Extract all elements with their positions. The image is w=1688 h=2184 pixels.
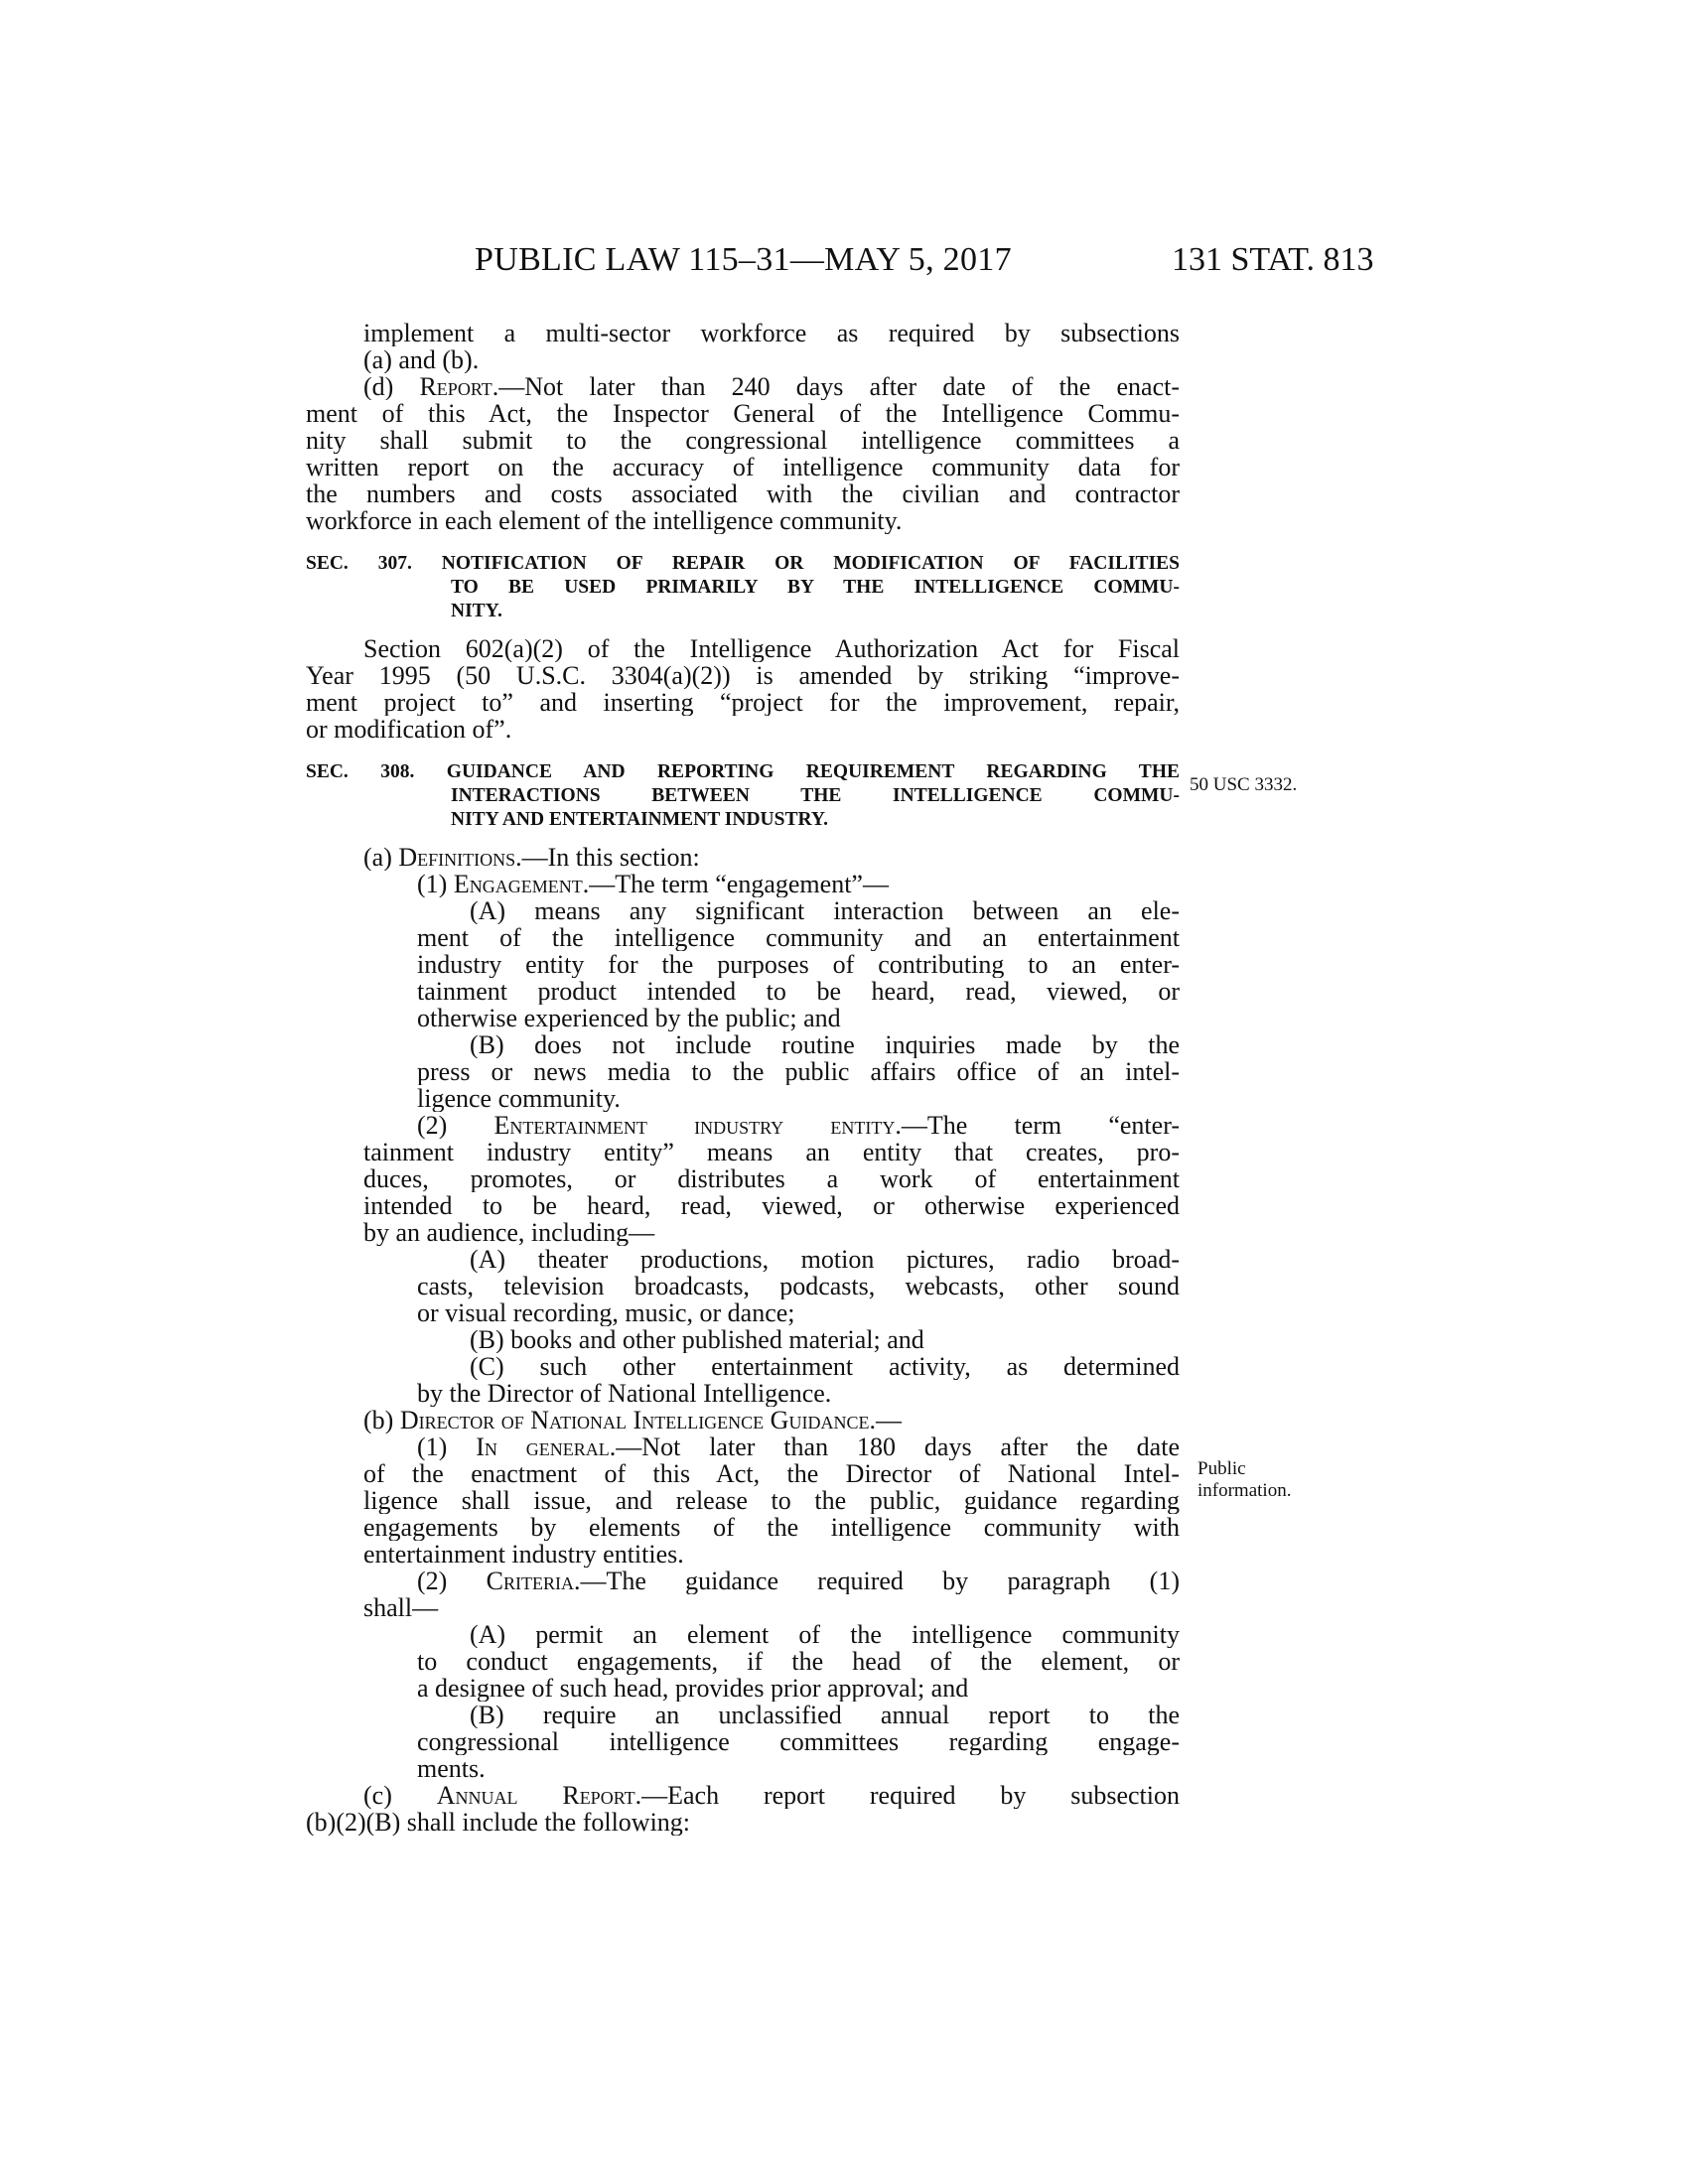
section-307-heading: SEC. 307. NOTIFICATION OF REPAIR OR MODIFICATION OF FACILITIES TO BE USED PRIMARILY BY THE INTELLIGENCE COMMU- NITY. xyxy=(306,553,1180,621)
text-line: engagements by elements of the intelligence community with xyxy=(363,1514,1180,1541)
text-line: (B) books and other published material; and xyxy=(470,1326,924,1353)
text-line: the numbers and costs associated with the civilian and contractor xyxy=(306,480,1180,507)
text-line: tainment industry entity” means an entity that creates, pro- xyxy=(363,1139,1180,1165)
text-line: (A) permit an element of the intelligence community xyxy=(470,1621,1180,1648)
margin-note-public: Public xyxy=(1197,1458,1246,1479)
text-line: ligence shall issue, and release to the public, guidance regarding xyxy=(363,1487,1180,1514)
text-line: tainment product intended to be heard, read, viewed, or xyxy=(417,978,1180,1005)
text-line: by an audience, including— xyxy=(363,1219,655,1246)
paragraph-1-engagement: (1) Engagement.—The term “engagement”— xyxy=(417,871,889,897)
text-line: (b)(2)(B) shall include the following: xyxy=(306,1809,691,1836)
text-line: (a) and (b). xyxy=(363,346,480,373)
text-line: Year 1995 (50 U.S.C. 3304(a)(2)) is amended by striking “improve- xyxy=(306,662,1180,689)
text-line: by the Director of National Intelligence. xyxy=(417,1380,832,1407)
text-line: (B) require an unclassified annual report to the xyxy=(470,1702,1180,1728)
text-line: workforce in each element of the intelligence community. xyxy=(306,507,903,534)
text-line: of the enactment of this Act, the Director of National Intel- xyxy=(363,1460,1180,1487)
section-308-heading: SEC. 308. GUIDANCE AND REPORTING REQUIREMENT REGARDING THE INTERACTIONS BETWEEN THE INTELLIGENCE COMMU- NITY AND ENTERTAINMENT INDUSTRY. xyxy=(306,761,1180,830)
subsection-a-definitions: (a) Definitions.—In this section: xyxy=(363,844,700,871)
subsection-d-report: (d) Report.—Not later than 240 days after date of the enact- xyxy=(363,373,1180,400)
text-line: ligence community. xyxy=(417,1085,621,1112)
text-line: implement a multi-sector workforce as required by subsections xyxy=(363,320,1180,346)
text-line: otherwise experienced by the public; and xyxy=(417,1005,841,1031)
text-line: shall— xyxy=(363,1594,439,1621)
margin-note-information: information. xyxy=(1197,1480,1292,1501)
text-line: (C) such other entertainment activity, as determined xyxy=(470,1353,1180,1380)
text-line: written report on the accuracy of intelligence community data for xyxy=(306,454,1180,480)
text-line: to conduct engagements, if the head of the element, or xyxy=(417,1648,1180,1675)
subsection-c-annual-report: (c) Annual Report.—Each report required by subsection xyxy=(363,1782,1180,1809)
paragraph-2-criteria: (2) Criteria.—The guidance required by paragraph (1) xyxy=(417,1568,1180,1594)
text-line: casts, television broadcasts, podcasts, webcasts, other sound xyxy=(417,1273,1180,1299)
text-line: press or news media to the public affairs office of an intel- xyxy=(417,1058,1180,1085)
text-line: industry entity for the purposes of contributing to an enter- xyxy=(417,951,1180,978)
text-line: intended to be heard, read, viewed, or otherwise experienced xyxy=(363,1192,1180,1219)
running-header-title: PUBLIC LAW 115–31—MAY 5, 2017 xyxy=(475,241,1012,278)
text-line: entertainment industry entities. xyxy=(363,1541,684,1568)
paragraph-2-entertainment-industry-entity: (2) Entertainment industry entity.—The term “enter- xyxy=(417,1112,1180,1139)
text-line: ment of this Act, the Inspector General of the Intelligence Commu- xyxy=(306,400,1180,427)
text-line: Section 602(a)(2) of the Intelligence Authorization Act for Fiscal xyxy=(363,635,1180,662)
text-line: (A) means any significant interaction between an ele- xyxy=(470,897,1180,924)
subsection-b-dni-guidance: (b) Director of National Intelligence Guidance.— xyxy=(363,1407,902,1433)
body-text xyxy=(306,320,1180,1836)
margin-note-usc-citation: 50 USC 3332. xyxy=(1190,774,1298,795)
text-line: nity shall submit to the congressional intelligence committees a xyxy=(306,427,1180,454)
text-line: congressional intelligence committees regarding engage- xyxy=(417,1728,1180,1755)
text-line: ments. xyxy=(417,1755,486,1782)
text-line: duces, promotes, or distributes a work of entertainment xyxy=(363,1165,1180,1192)
paragraph-1-in-general: (1) In general.—Not later than 180 days after the date xyxy=(417,1433,1180,1460)
text-line: ment project to” and inserting “project for the improvement, repair, xyxy=(306,689,1180,716)
text-line: ment of the intelligence community and an entertainment xyxy=(417,924,1180,951)
statute-page-number: 131 STAT. 813 xyxy=(1172,241,1374,278)
text-line: a designee of such head, provides prior approval; and xyxy=(417,1675,969,1702)
text-line: (B) does not include routine inquiries made by the xyxy=(470,1031,1180,1058)
text-line: (A) theater productions, motion pictures, radio broad- xyxy=(470,1246,1180,1273)
text-line: or modification of”. xyxy=(306,716,512,743)
text-line: or visual recording, music, or dance; xyxy=(417,1299,795,1326)
